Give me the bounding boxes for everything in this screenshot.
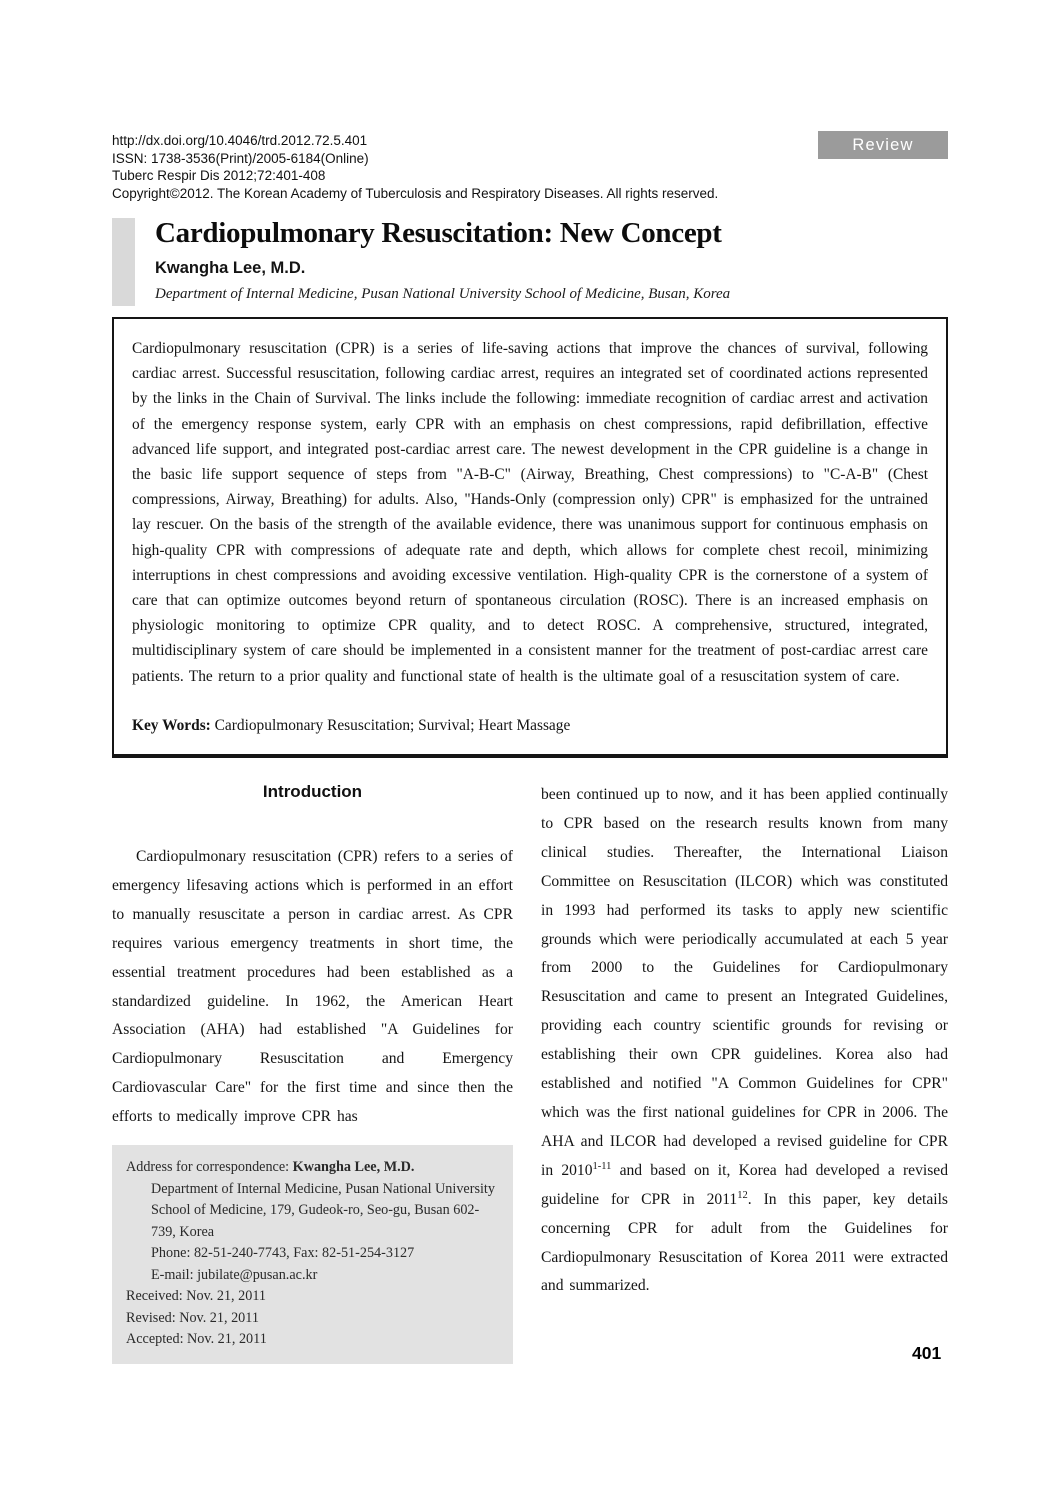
doi-text: http://dx.doi.org/10.4046/trd.2012.72.5.401 [112, 133, 368, 148]
correspondence-accepted: Accepted: Nov. 21, 2011 [126, 1331, 267, 1348]
correspondence-address: Department of Internal Medicine, Pusan National University School of Medicine, 179, Gudeok-ro, Seo-gu, Busan 602-739, Korea [151, 1180, 495, 1240]
keywords-line [132, 713, 928, 738]
body-text: been continued up to now, and it has been applied continually to CPR based on the research results known from many clinical studies. Thereafter, the International Liaison Committee on Resuscitation (ILCOR) which was constituted in 1993 had performed its tasks to apply new scientific grounds which were periodically accumulated at each 5 year from 2000 to the Guidelines for Cardiopulmonary Resuscitation and came to present an Integrated Guidelines, providing each country scientific grounds for revising or establishing their own CPR guidelines. Korea also had established and notified "A Common Guidelines for CPR" which was the first national guidelines for CPR in 2006. The AHA and ILCOR had developed a revised guideline for CPR in 2010 [541, 786, 948, 1179]
issn-text: ISSN: 1738-3536(Print)/2005-6184(Online) [112, 150, 369, 166]
correspondence-box [112, 1145, 513, 1364]
article-body [112, 781, 948, 1364]
masthead [112, 132, 812, 202]
page-number: 401 [912, 1343, 942, 1363]
intro-paragraph-left: Cardiopulmonary resuscitation (CPR) refers to a series of emergency lifesaving actions which is performed in an effort to manually resuscitate a person in cardiac arrest. As CPR requires various emergency treatments in short time, the essential treatment procedures had been established as a standardized guideline. In 1962, the American Heart Association (AHA) had established "A Guidelines for Cardiopulmonary Resuscitation and Emergency Cardiovascular Care" for the first time and since then the efforts to medically improve CPR has [112, 848, 513, 1126]
abstract-box [112, 317, 948, 758]
body-text: . In this paper, key details concerning CPR for adult from the Guidelines for Cardiopulmonary Resuscitation of Korea 2011 were extracted and summarized. [541, 1190, 948, 1295]
correspondence-revised: Revised: Nov. 21, 2011 [126, 1309, 259, 1326]
keywords-text: Cardiopulmonary Resuscitation; Survival; Heart Massage [214, 716, 571, 734]
correspondence-label: Address for correspondence: [126, 1159, 290, 1176]
keywords-label: Key Words: [132, 716, 211, 734]
right-column [541, 781, 948, 1301]
intro-paragraph-right [541, 781, 948, 1301]
copyright-text: Copyright©2012. The Korean Academy of Tuberculosis and Respiratory Diseases. All rights reserved. [112, 185, 719, 201]
journal-citation: Tuberc Respir Dis 2012;72:401-408 [112, 168, 326, 184]
citation-superscript: 1-11 [592, 1160, 612, 1172]
body-text: and based on it, Korea had developed a revised guideline for CPR in 2011 [541, 1161, 949, 1208]
correspondence-phone-fax: Phone: 82-51-240-7743, Fax: 82-51-254-3127 [151, 1245, 415, 1262]
correspondence-email: E-mail: jubilate@pusan.ac.kr [151, 1266, 318, 1283]
left-column [112, 781, 513, 1364]
abstract-text: Cardiopulmonary resuscitation (CPR) is a series of life-saving actions that improve the chances of survival, following cardiac arrest. Successful resuscitation, following cardiac arrest, requires an integrated set of coordinated actions represented by the links in the Chain of Survival. The links include the following: immediate recognition of cardiac arrest and activation of the emergency response system, early CPR with an emphasis on chest compressions, rapid defibrillation, effective advanced life support, and integrated post-cardiac arrest care. The newest development in the CPR guideline is a change in the basic life support sequence of steps from "A-B-C" (Airway, Breathing, Chest compressions) to "C-A-B" (Chest compressions, Airway, Breathing) for adults. Also, "Hands-Only (compression only) CPR" is emphasized for the untrained lay rescuer. On the basis of the strength of the available evidence, there was unanimous support for continuous emphasis on high-quality CPR with compressions of adequate rate and depth, which allows for complete chest recoil, minimizing interruptions in chest compressions and avoiding excessive ventilation. High-quality CPR is the cornerstone of a system of care that can optimize outcomes beyond return of spontaneous circulation (ROSC). There is an increased emphasis on physiologic monitoring to optimize CPR quality, and to detect ROSC. A comprehensive, structured, integrated, multidisciplinary system of care should be implemented in a consistent manner for the treatment of post-cardiac arrest care patients. The return to a prior quality and functional state of health is the ultimate goal of a resuscitation system of care. [132, 340, 928, 685]
article-title: Cardiopulmonary Resuscitation: New Concept [155, 217, 722, 249]
correspondence-name: Kwangha Lee, M.D. [292, 1159, 415, 1176]
author-name: Kwangha Lee, M.D. [155, 259, 306, 277]
title-accent-bar [112, 218, 135, 306]
correspondence-header-line [126, 1157, 499, 1179]
correspondence-received: Received: Nov. 21, 2011 [126, 1288, 267, 1305]
author-affiliation: Department of Internal Medicine, Pusan National University School of Medicine, Busan, Korea [155, 286, 731, 302]
citation-superscript: 12 [737, 1189, 748, 1201]
review-badge: Review [818, 131, 948, 159]
title-block [112, 217, 948, 303]
section-heading-introduction: Introduction [262, 782, 363, 801]
